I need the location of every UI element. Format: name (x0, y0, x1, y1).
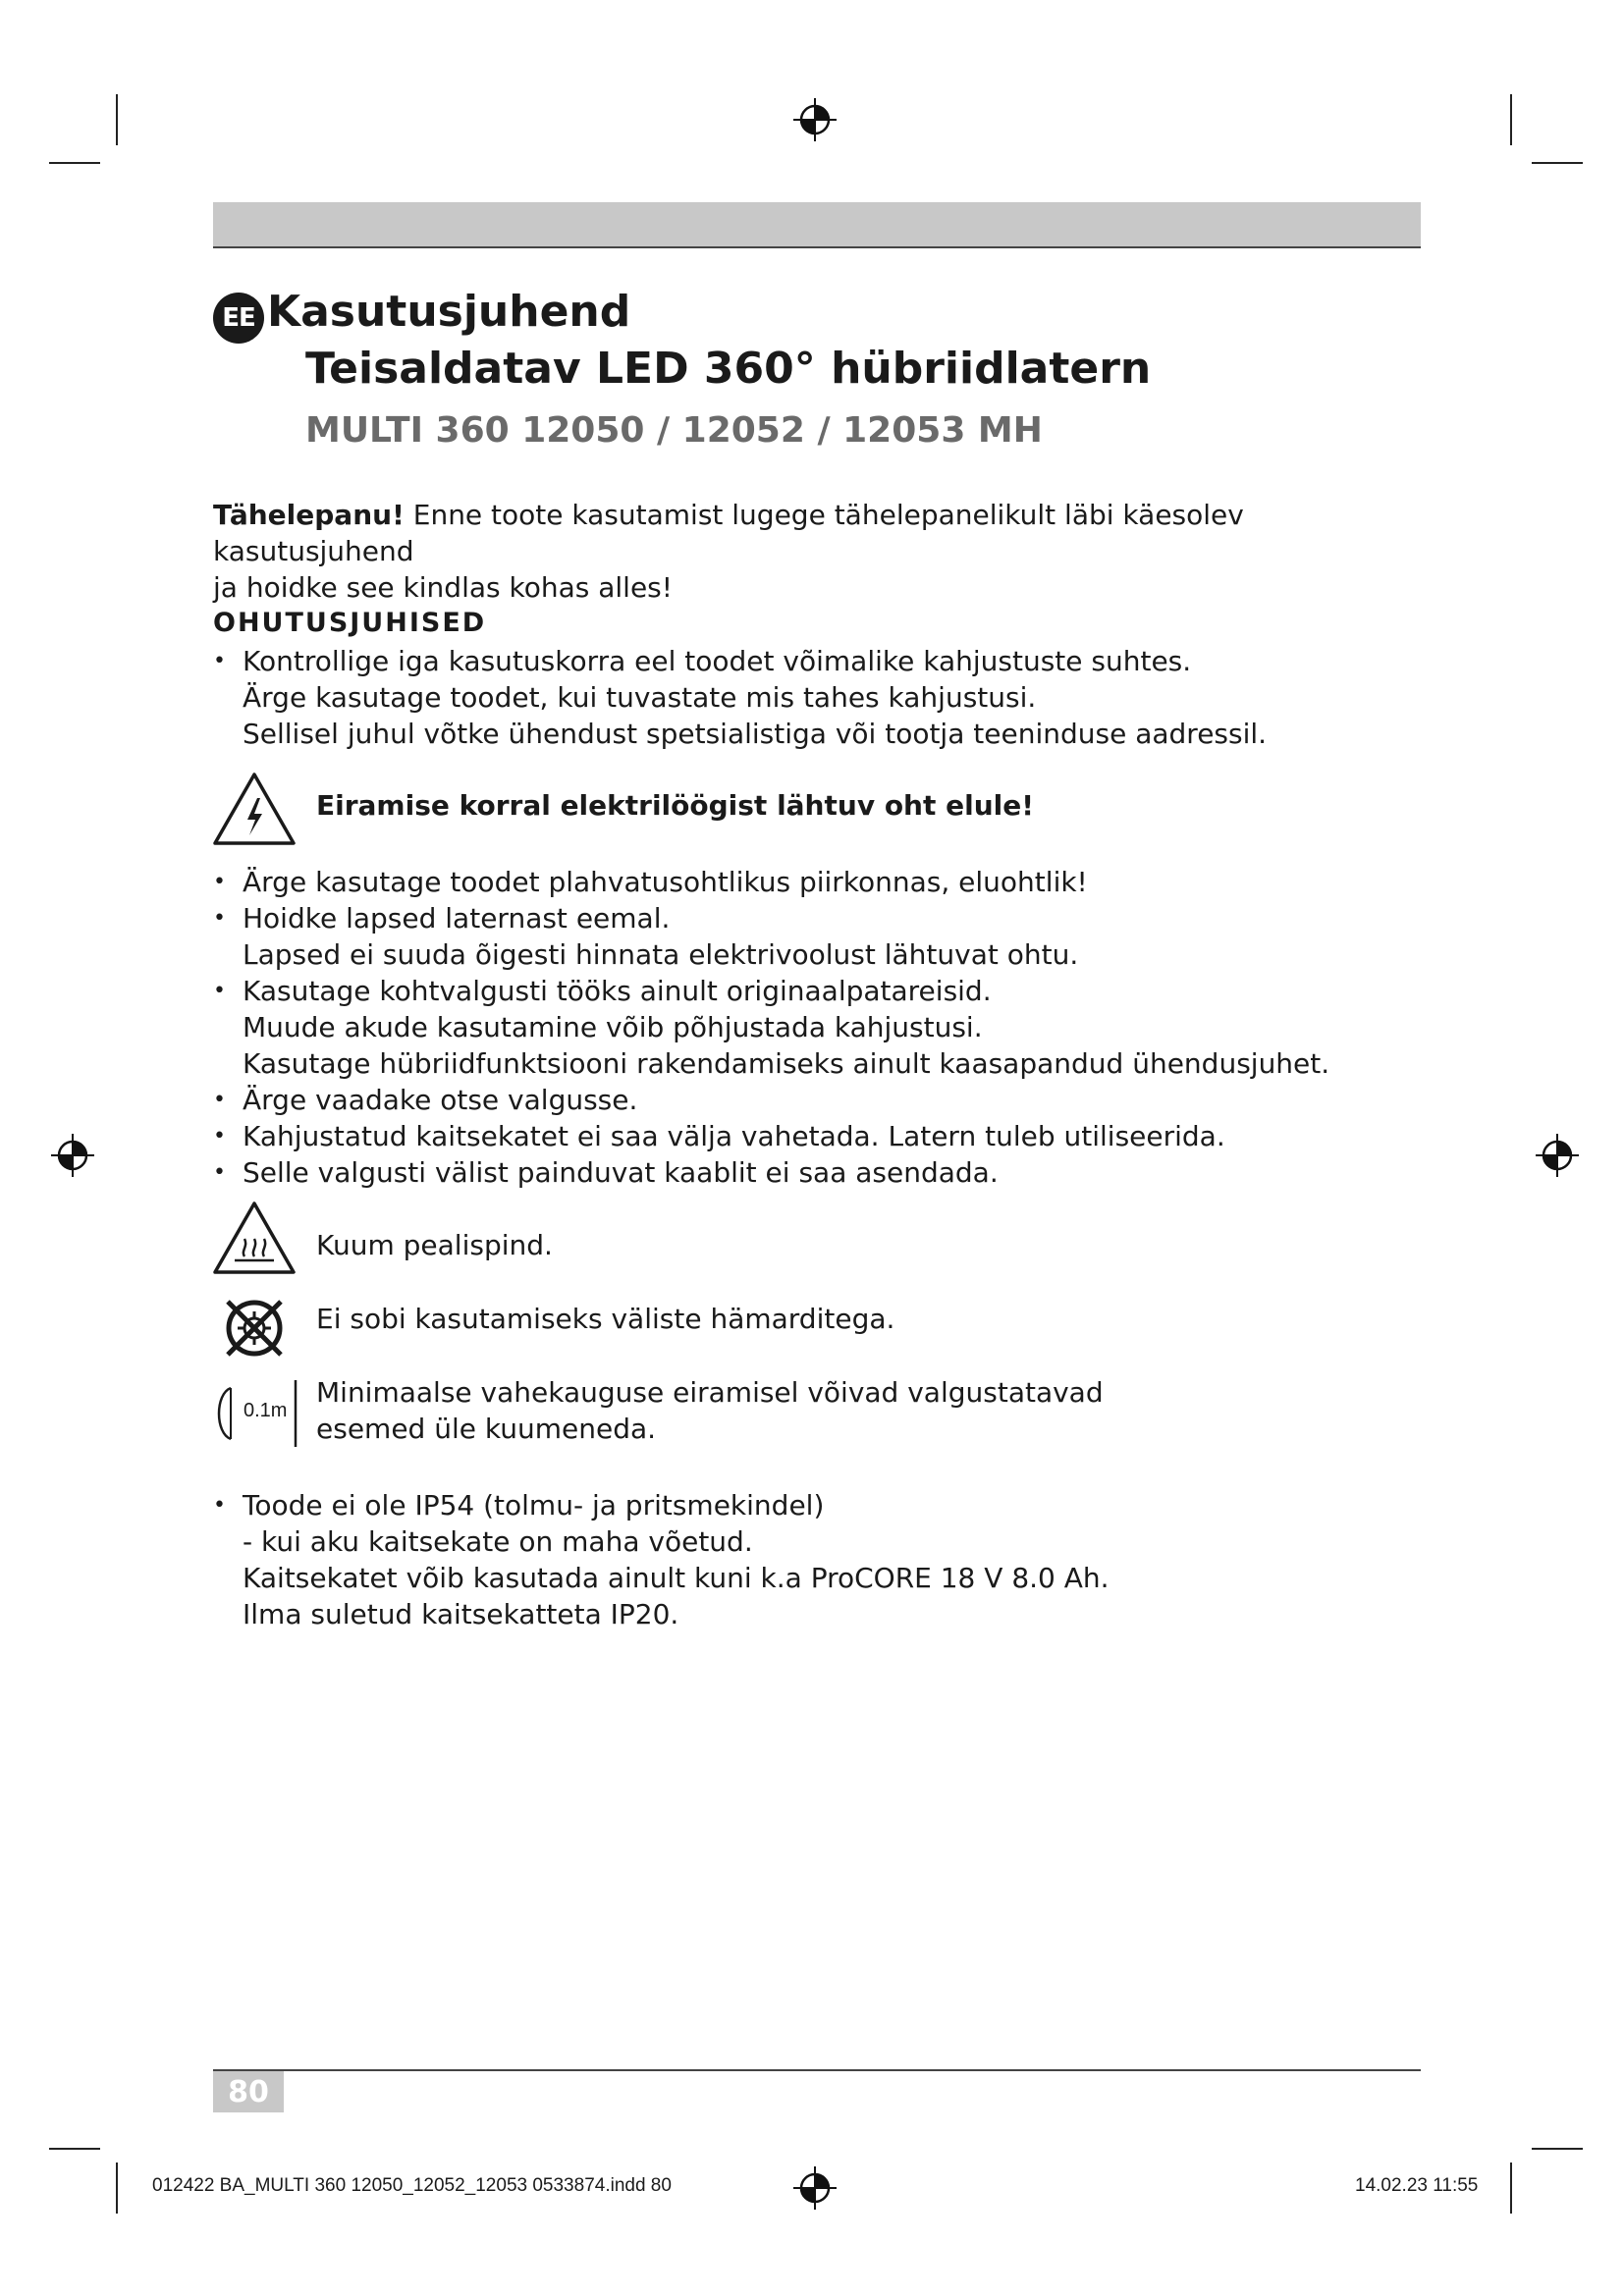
registration-mark-icon (1536, 1134, 1579, 1177)
safety-list-1 (213, 643, 1267, 752)
safety-list-3 (213, 1487, 1110, 1632)
min-distance-icon (211, 1376, 299, 1451)
notice-text-line2: ja hoidke see kindlas kohas alles! (213, 571, 673, 604)
page-number: 80 (213, 2071, 284, 2112)
notice-label: Tähelepanu! (213, 499, 405, 531)
list-item: • Ärge kasutage toodet plahvatusohtlikus piirkonnas, eluohtlik! (213, 864, 1329, 900)
hot-surface-text: Kuum pealispind. (316, 1229, 553, 1261)
language-badge: EE (213, 293, 264, 344)
no-dimmer-icon (220, 1294, 289, 1362)
crop-mark-br-h (1532, 2148, 1583, 2150)
registration-mark-icon (793, 2166, 837, 2210)
list-item: • Kontrollige iga kasutuskorra eel toodet võimalike kahjustuste suhtes. Ärge kasutage toodet, kui tuvastate mis tahes kahjustusi. Sellisel juhul võtke ühendust spetsialistiga või tootja teeninduse aadressil. (213, 643, 1267, 752)
attention-notice (213, 497, 1421, 606)
list-item: • Kasutage kohtvalgusti tööks ainult originaalpatareisid. Muude akude kasutamine võib põhjustada kahjustusi. Kasutage hübriidfunktsiooni rakendamiseks ainult kaasapandud ühendusjuhet. (213, 973, 1329, 1082)
registration-mark-icon (51, 1134, 94, 1177)
header-bar (213, 202, 1421, 246)
list-item: • Toode ei ole IP54 (tolmu- ja pritsmekindel) - kui aku kaitsekate on maha võetud. Kaitsekatet võib kasutada ainult kuni k.a ProCORE 18 V 8.0 Ah. Ilma suletud kaitsekatteta IP20. (213, 1487, 1110, 1632)
electric-shock-warning-icon (211, 771, 298, 847)
hot-surface-icon (211, 1200, 298, 1276)
electric-warning-text: Eiramise korral elektrilöögist lähtuv oht elule! (316, 789, 1034, 822)
crop-mark-bl-v (116, 2163, 118, 2214)
crop-mark-bl-h (49, 2148, 100, 2150)
list-item: • Kahjustatud kaitsekatet ei saa välja vahetada. Latern tuleb utiliseerida. (213, 1118, 1329, 1154)
crop-mark-tr-h (1532, 162, 1583, 164)
min-distance-text: Minimaalse vahekauguse eiramisel võivad valgustatavad esemed üle kuumeneda. (316, 1376, 1104, 1445)
product-title: Teisaldatav LED 360° hübriidlatern (305, 344, 1152, 394)
file-info: 012422 BA_MULTI 360 12050_12052_12053 0533874.indd 80 (152, 2175, 672, 2196)
header-rule (213, 246, 1421, 248)
safety-list-2 (213, 864, 1329, 1191)
document-title: Kasutusjuhend (267, 287, 631, 337)
notice-text-line1: Enne toote kasutamist lugege tähelepanelikult läbi käesolev kasutusjuhend (213, 499, 1244, 567)
no-dimmer-text: Ei sobi kasutamiseks väliste hämarditega. (316, 1303, 895, 1335)
crop-mark-tl-v (116, 94, 118, 145)
registration-mark-icon (793, 98, 837, 141)
section-heading-safety: OHUTUSJUHISED (213, 608, 487, 638)
crop-mark-br-v (1510, 2163, 1512, 2214)
min-distance-label: 0.1m (244, 1400, 288, 1421)
crop-mark-tr-v (1510, 94, 1512, 145)
list-item: • Ärge vaadake otse valgusse. (213, 1082, 1329, 1118)
footer-rule (213, 2069, 1421, 2071)
model-number: MULTI 360 12050 / 12052 / 12053 MH (305, 410, 1043, 451)
list-item: • Hoidke lapsed laternast eemal. Lapsed ei suuda õigesti hinnata elektrivoolust lähtuvat ohtu. (213, 900, 1329, 973)
crop-mark-tl-h (49, 162, 100, 164)
print-date-time: 14.02.23 11:55 (1355, 2175, 1479, 2196)
list-item: • Selle valgusti välist painduvat kaablit ei saa asendada. (213, 1154, 1329, 1191)
